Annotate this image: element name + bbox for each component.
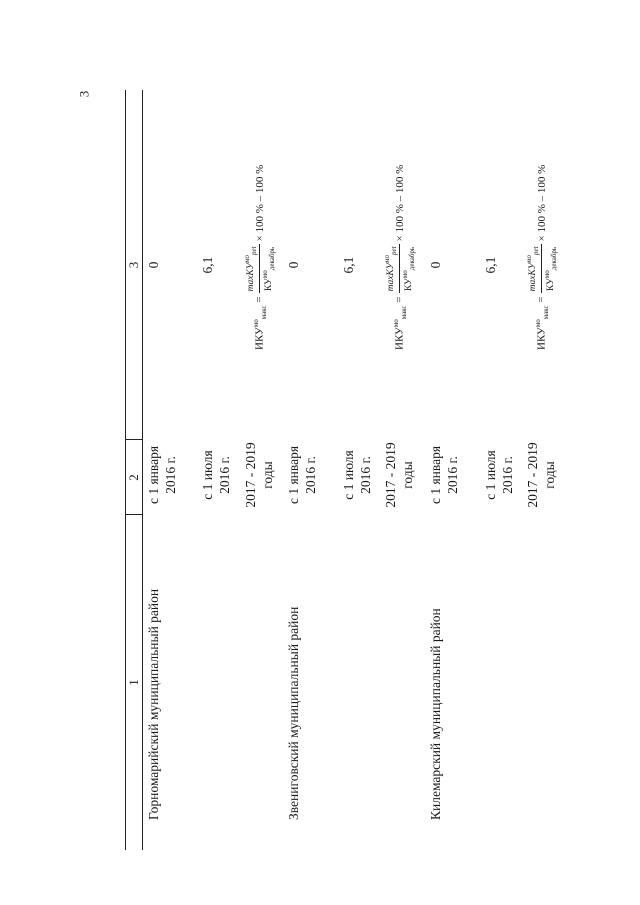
period-cell: с 1 января 2016 г. [428,445,460,505]
period-cell: 2017 - 2019 годы [383,442,415,508]
header-bottom-rule [142,90,143,850]
period-cell: с 1 июля 2016 г. [483,450,515,500]
header-col-1: 1 [126,679,141,686]
value-cell: 0 [428,261,443,269]
period-cell: с 1 января 2016 г. [146,445,178,505]
period-cell: 2017 - 2019 годы [525,442,557,508]
header-col-3: 3 [126,261,141,269]
period-cell: с 1 января 2016 г. [286,445,318,505]
district-name: Горномарийский муниципальный район [146,588,161,820]
value-cell: 0 [146,261,161,269]
value-cell: 6,1 [341,256,356,274]
formula-cell: $ИКУ^{мо}_{макс}$ = maxКУ$^{мо}_{pet}$ $КУ^{мо}_{декабрь}$ × 100 % – 100 % [525,164,559,350]
period-cell: 2017 - 2019 годы [243,442,275,508]
value-cell: 6,1 [200,256,215,274]
rotated-table [95,90,559,850]
formula-cell: $ИКУ^{мо}_{макс}$ = maxКУ$^{мо}_{pet}$ $КУ^{мо}_{декабрь}$ × 100 % – 100 % [383,164,417,350]
value-cell: 6,1 [483,256,498,274]
value-cell: 0 [286,261,301,269]
formula-cell: $ИКУ^{мо}_{макс}$ = maxКУ$^{мо}_{pet}$ $КУ^{мо}_{декабрь}$ × 100 % – 100 % [243,164,277,350]
page-number: 3 [76,90,92,98]
period-cell: с 1 июля 2016 г. [341,450,373,500]
district-name: Килемарский муниципальный район [428,608,443,820]
period-cell: с 1 июля 2016 г. [200,450,232,500]
header-col-2: 2 [126,474,141,481]
district-name: Звениговский муниципальный район [286,606,301,820]
